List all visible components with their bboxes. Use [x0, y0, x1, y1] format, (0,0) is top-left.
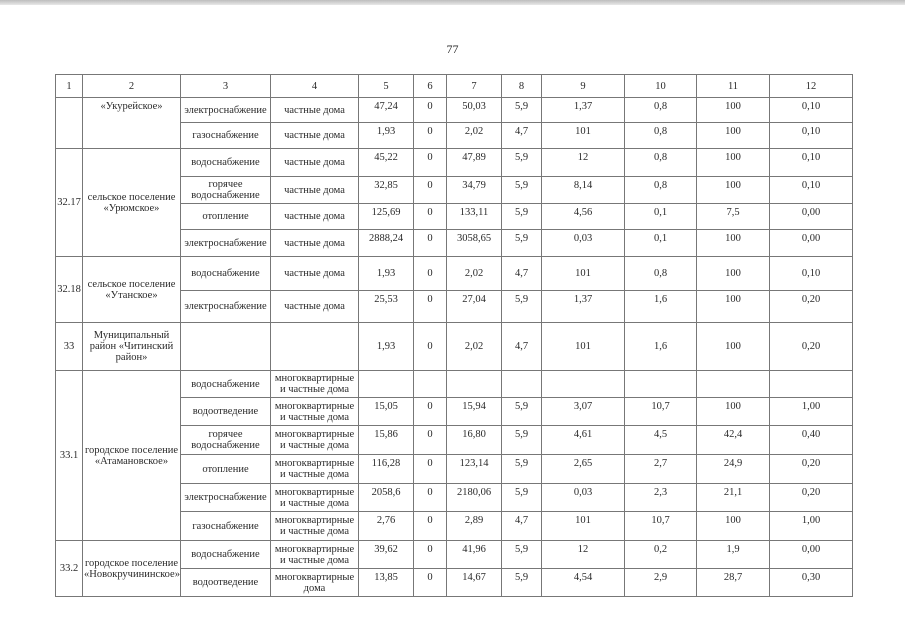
col-7-cell: 123,14	[447, 455, 502, 484]
group-number: 32.18	[56, 257, 83, 323]
service-cell: отопление	[181, 455, 271, 484]
table-row	[56, 257, 853, 291]
col-10-cell: 0,1	[625, 204, 697, 230]
column-header-4: 4	[271, 75, 359, 98]
col-10-cell: 1,6	[625, 291, 697, 323]
col-7-cell: 2,02	[447, 123, 502, 149]
col-6-cell: 0	[414, 230, 447, 257]
col-5-cell: 32,85	[359, 177, 414, 204]
col-11-cell: 100	[697, 257, 770, 291]
col-10-cell: 2,9	[625, 569, 697, 597]
col-5-cell: 47,24	[359, 98, 414, 123]
group-number: 32.17	[56, 149, 83, 257]
housing-cell: частные дома	[271, 257, 359, 291]
tariff-table	[55, 74, 853, 597]
col-8-cell: 5,9	[502, 98, 542, 123]
service-cell: водоснабжение	[181, 257, 271, 291]
col-12-cell: 0,00	[770, 230, 853, 257]
col-12-cell: 0,00	[770, 541, 853, 569]
col-7-cell: 14,67	[447, 569, 502, 597]
col-5-cell: 15,05	[359, 398, 414, 426]
col-6-cell: 0	[414, 291, 447, 323]
col-11-cell: 100	[697, 123, 770, 149]
col-5-cell: 116,28	[359, 455, 414, 484]
col-5-cell: 1,93	[359, 323, 414, 371]
group-number: 33.2	[56, 541, 83, 597]
col-11-cell	[697, 371, 770, 398]
col-8-cell: 5,9	[502, 569, 542, 597]
col-10-cell: 10,7	[625, 512, 697, 541]
col-11-cell: 42,4	[697, 426, 770, 455]
col-5-cell: 2058,6	[359, 484, 414, 512]
col-10-cell: 2,3	[625, 484, 697, 512]
col-11-cell: 100	[697, 177, 770, 204]
col-9-cell: 101	[542, 257, 625, 291]
col-9-cell: 2,65	[542, 455, 625, 484]
group-number: 33.1	[56, 371, 83, 541]
housing-cell: многоквартирные и частные дома	[271, 512, 359, 541]
col-12-cell: 0,10	[770, 177, 853, 204]
col-6-cell: 0	[414, 398, 447, 426]
col-8-cell: 4,7	[502, 257, 542, 291]
col-6-cell: 0	[414, 98, 447, 123]
housing-cell: частные дома	[271, 177, 359, 204]
housing-cell	[271, 323, 359, 371]
col-6-cell: 0	[414, 541, 447, 569]
housing-cell: частные дома	[271, 123, 359, 149]
column-header-9: 9	[542, 75, 625, 98]
col-8-cell: 4,7	[502, 512, 542, 541]
col-12-cell: 1,00	[770, 512, 853, 541]
group-number: 33	[56, 323, 83, 371]
housing-cell: частные дома	[271, 204, 359, 230]
column-header-3: 3	[181, 75, 271, 98]
col-11-cell: 7,5	[697, 204, 770, 230]
table-row	[56, 149, 853, 177]
housing-cell: частные дома	[271, 98, 359, 123]
col-11-cell: 100	[697, 230, 770, 257]
col-12-cell: 0,00	[770, 204, 853, 230]
col-5-cell: 1,93	[359, 123, 414, 149]
page-number: 77	[446, 42, 459, 56]
housing-cell: многоквартирные дома	[271, 569, 359, 597]
col-5-cell: 45,22	[359, 149, 414, 177]
col-11-cell: 24,9	[697, 455, 770, 484]
col-10-cell: 0,8	[625, 123, 697, 149]
col-9-cell: 4,56	[542, 204, 625, 230]
col-9-cell: 0,03	[542, 484, 625, 512]
col-6-cell: 0	[414, 569, 447, 597]
service-cell: водоснабжение	[181, 371, 271, 398]
service-cell: горячее водоснабжение	[181, 426, 271, 455]
group-name: городское поселение «Атамановское»	[83, 371, 181, 541]
col-9-cell: 8,14	[542, 177, 625, 204]
col-7-cell: 34,79	[447, 177, 502, 204]
col-5-cell	[359, 371, 414, 398]
table-row	[56, 371, 853, 398]
col-10-cell: 0,8	[625, 177, 697, 204]
col-10-cell	[625, 371, 697, 398]
group-name: городское поселение «Новокручининское»	[83, 541, 181, 597]
service-cell: водоотведение	[181, 569, 271, 597]
col-12-cell: 0,10	[770, 123, 853, 149]
col-7-cell: 133,11	[447, 204, 502, 230]
col-11-cell: 100	[697, 323, 770, 371]
col-7-cell: 2,02	[447, 323, 502, 371]
col-8-cell: 5,9	[502, 484, 542, 512]
col-11-cell: 28,7	[697, 569, 770, 597]
column-header-8: 8	[502, 75, 542, 98]
column-header-10: 10	[625, 75, 697, 98]
column-header-2: 2	[83, 75, 181, 98]
service-cell: водоотведение	[181, 398, 271, 426]
column-header-11: 11	[697, 75, 770, 98]
col-10-cell: 0,8	[625, 98, 697, 123]
col-8-cell: 4,7	[502, 323, 542, 371]
col-12-cell: 0,20	[770, 455, 853, 484]
col-5-cell: 125,69	[359, 204, 414, 230]
housing-cell: частные дома	[271, 230, 359, 257]
header-row	[56, 75, 853, 98]
col-7-cell	[447, 371, 502, 398]
scan-edge	[0, 0, 905, 5]
col-7-cell: 50,03	[447, 98, 502, 123]
col-9-cell: 0,03	[542, 230, 625, 257]
col-11-cell: 100	[697, 149, 770, 177]
col-7-cell: 47,89	[447, 149, 502, 177]
col-6-cell: 0	[414, 149, 447, 177]
col-11-cell: 100	[697, 398, 770, 426]
service-cell: водоснабжение	[181, 541, 271, 569]
housing-cell: многоквартирные и частные дома	[271, 398, 359, 426]
col-8-cell: 5,9	[502, 177, 542, 204]
col-5-cell: 39,62	[359, 541, 414, 569]
col-7-cell: 27,04	[447, 291, 502, 323]
col-6-cell: 0	[414, 204, 447, 230]
table-row	[56, 541, 853, 569]
housing-cell: многоквартирные и частные дома	[271, 426, 359, 455]
col-8-cell	[502, 371, 542, 398]
column-header-5: 5	[359, 75, 414, 98]
col-9-cell: 1,37	[542, 98, 625, 123]
group-name: сельское поселение «Урюмское»	[83, 149, 181, 257]
col-8-cell: 5,9	[502, 230, 542, 257]
col-6-cell: 0	[414, 177, 447, 204]
col-8-cell: 4,7	[502, 123, 542, 149]
col-9-cell: 101	[542, 512, 625, 541]
col-10-cell: 0,1	[625, 230, 697, 257]
service-cell: отопление	[181, 204, 271, 230]
housing-cell: частные дома	[271, 291, 359, 323]
housing-cell: многоквартирные и частные дома	[271, 484, 359, 512]
col-12-cell: 0,40	[770, 426, 853, 455]
col-11-cell: 100	[697, 291, 770, 323]
group-number	[56, 98, 83, 149]
col-9-cell: 4,54	[542, 569, 625, 597]
col-7-cell: 41,96	[447, 541, 502, 569]
col-11-cell: 1,9	[697, 541, 770, 569]
col-5-cell: 25,53	[359, 291, 414, 323]
col-9-cell: 12	[542, 149, 625, 177]
col-9-cell: 1,37	[542, 291, 625, 323]
col-6-cell	[414, 371, 447, 398]
col-9-cell: 12	[542, 541, 625, 569]
column-header-6: 6	[414, 75, 447, 98]
col-10-cell: 4,5	[625, 426, 697, 455]
col-9-cell: 4,61	[542, 426, 625, 455]
col-10-cell: 0,2	[625, 541, 697, 569]
col-8-cell: 5,9	[502, 426, 542, 455]
service-cell: электроснабжение	[181, 230, 271, 257]
col-10-cell: 0,8	[625, 257, 697, 291]
col-11-cell: 100	[697, 98, 770, 123]
col-8-cell: 5,9	[502, 204, 542, 230]
group-name: «Укурейское»	[83, 98, 181, 149]
col-6-cell: 0	[414, 123, 447, 149]
column-header-1: 1	[56, 75, 83, 98]
col-7-cell: 2,89	[447, 512, 502, 541]
service-cell: газоснабжение	[181, 512, 271, 541]
col-6-cell: 0	[414, 484, 447, 512]
col-5-cell: 1,93	[359, 257, 414, 291]
col-10-cell: 10,7	[625, 398, 697, 426]
col-10-cell: 2,7	[625, 455, 697, 484]
col-5-cell: 2888,24	[359, 230, 414, 257]
col-7-cell: 3058,65	[447, 230, 502, 257]
housing-cell: многоквартирные и частные дома	[271, 455, 359, 484]
col-12-cell	[770, 371, 853, 398]
col-6-cell: 0	[414, 512, 447, 541]
col-10-cell: 1,6	[625, 323, 697, 371]
col-5-cell: 15,86	[359, 426, 414, 455]
group-name: сельское поселение «Утанское»	[83, 257, 181, 323]
service-cell: электроснабжение	[181, 484, 271, 512]
col-7-cell: 2180,06	[447, 484, 502, 512]
col-8-cell: 5,9	[502, 541, 542, 569]
col-7-cell: 16,80	[447, 426, 502, 455]
col-6-cell: 0	[414, 426, 447, 455]
col-12-cell: 0,20	[770, 323, 853, 371]
col-11-cell: 100	[697, 512, 770, 541]
col-7-cell: 15,94	[447, 398, 502, 426]
housing-cell: многоквартирные и частные дома	[271, 371, 359, 398]
col-12-cell: 0,20	[770, 484, 853, 512]
column-header-12: 12	[770, 75, 853, 98]
col-9-cell: 3,07	[542, 398, 625, 426]
col-8-cell: 5,9	[502, 291, 542, 323]
col-12-cell: 0,10	[770, 149, 853, 177]
service-cell: электроснабжение	[181, 98, 271, 123]
col-5-cell: 13,85	[359, 569, 414, 597]
housing-cell: частные дома	[271, 149, 359, 177]
group-name: Муниципальный район «Читинский район»	[83, 323, 181, 371]
column-header-7: 7	[447, 75, 502, 98]
col-12-cell: 0,10	[770, 98, 853, 123]
col-12-cell: 0,20	[770, 291, 853, 323]
col-9-cell: 101	[542, 123, 625, 149]
col-8-cell: 5,9	[502, 149, 542, 177]
col-9-cell: 101	[542, 323, 625, 371]
table-row	[56, 98, 853, 123]
col-6-cell: 0	[414, 455, 447, 484]
col-6-cell: 0	[414, 257, 447, 291]
col-8-cell: 5,9	[502, 455, 542, 484]
table-row	[56, 323, 853, 371]
service-cell	[181, 323, 271, 371]
col-6-cell: 0	[414, 323, 447, 371]
service-cell: газоснабжение	[181, 123, 271, 149]
service-cell: водоснабжение	[181, 149, 271, 177]
col-5-cell: 2,76	[359, 512, 414, 541]
service-cell: электроснабжение	[181, 291, 271, 323]
col-9-cell	[542, 371, 625, 398]
col-8-cell: 5,9	[502, 398, 542, 426]
col-11-cell: 21,1	[697, 484, 770, 512]
col-12-cell: 1,00	[770, 398, 853, 426]
col-7-cell: 2,02	[447, 257, 502, 291]
col-10-cell: 0,8	[625, 149, 697, 177]
service-cell: горячее водоснабжение	[181, 177, 271, 204]
col-12-cell: 0,10	[770, 257, 853, 291]
housing-cell: многоквартирные и частные дома	[271, 541, 359, 569]
col-12-cell: 0,30	[770, 569, 853, 597]
